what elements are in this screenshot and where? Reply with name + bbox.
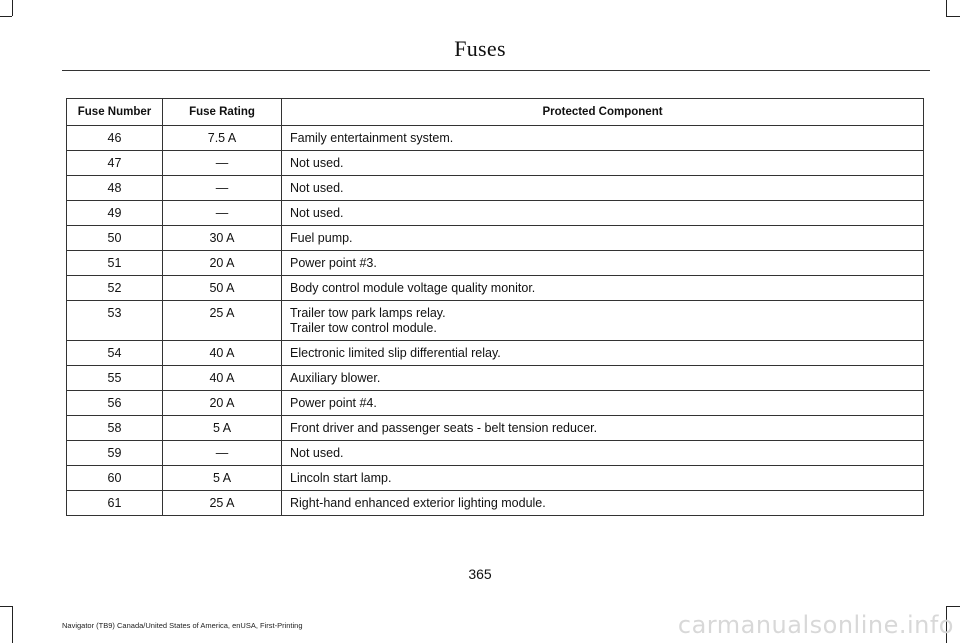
protected-component-cell — [282, 226, 924, 251]
table-row — [67, 441, 924, 466]
table-header-row — [67, 99, 924, 126]
fuse-rating-cell: 5 A — [163, 416, 282, 441]
fuse-number-cell: 48 — [67, 176, 163, 201]
fuse-rating-cell: 20 A — [163, 251, 282, 276]
protected-component-line: Not used. — [290, 206, 344, 220]
protected-component-line: Lincoln start lamp. — [290, 471, 392, 485]
table-row — [67, 126, 924, 151]
fuse-number-cell: 50 — [67, 226, 163, 251]
column-header-protected-component: Protected Component — [282, 99, 924, 126]
protected-component-cell — [282, 251, 924, 276]
edition-footer: Navigator (TB9) Canada/United States of America, enUSA, First-Printing — [62, 621, 303, 630]
protected-component-line: Family entertainment system. — [290, 131, 454, 145]
table-row — [67, 416, 924, 441]
protected-component-cell — [282, 176, 924, 201]
table-row — [67, 391, 924, 416]
table-row — [67, 276, 924, 301]
crop-mark — [946, 16, 960, 17]
fuse-rating-cell: — — [163, 201, 282, 226]
fuse-rating-cell: — — [163, 441, 282, 466]
crop-mark — [12, 0, 13, 16]
fuse-rating-cell: 7.5 A — [163, 126, 282, 151]
fuse-number-cell: 53 — [67, 301, 163, 341]
fuse-rating-cell: 20 A — [163, 391, 282, 416]
protected-component-line: Trailer tow park lamps relay. — [290, 306, 446, 320]
fuse-rating-cell: 5 A — [163, 466, 282, 491]
crop-mark — [946, 0, 947, 16]
protected-component-cell — [282, 126, 924, 151]
fuse-number-cell: 46 — [67, 126, 163, 151]
protected-component-cell — [282, 466, 924, 491]
column-header-fuse-number: Fuse Number — [67, 99, 163, 126]
fuse-number-cell: 61 — [67, 491, 163, 516]
protected-component-line: Front driver and passenger seats - belt tension reducer. — [290, 421, 598, 435]
fuse-table-body — [67, 126, 924, 516]
fuse-number-cell: 60 — [67, 466, 163, 491]
fuse-table — [66, 98, 924, 516]
table-row — [67, 366, 924, 391]
protected-component-cell — [282, 491, 924, 516]
table-row — [67, 491, 924, 516]
protected-component-cell — [282, 441, 924, 466]
fuse-number-cell: 52 — [67, 276, 163, 301]
fuse-rating-cell: 25 A — [163, 491, 282, 516]
protected-component-line: Right-hand enhanced exterior lighting module. — [290, 496, 546, 510]
fuse-rating-cell: — — [163, 151, 282, 176]
protected-component-cell — [282, 416, 924, 441]
protected-component-cell — [282, 301, 924, 341]
protected-component-line: Trailer tow control module. — [290, 321, 437, 335]
table-row — [67, 176, 924, 201]
table-row — [67, 226, 924, 251]
table-row — [67, 151, 924, 176]
table-row — [67, 341, 924, 366]
protected-component-line: Not used. — [290, 156, 344, 170]
crop-mark — [0, 606, 12, 607]
crop-mark — [12, 606, 13, 643]
fuse-rating-cell: — — [163, 176, 282, 201]
protected-component-line: Electronic limited slip differential relay. — [290, 346, 501, 360]
protected-component-line: Power point #4. — [290, 396, 377, 410]
table-row — [67, 301, 924, 341]
fuse-number-cell: 55 — [67, 366, 163, 391]
protected-component-line: Body control module voltage quality monitor. — [290, 281, 536, 295]
protected-component-cell — [282, 341, 924, 366]
table-row — [67, 251, 924, 276]
fuse-rating-cell: 30 A — [163, 226, 282, 251]
protected-component-line: Auxiliary blower. — [290, 371, 381, 385]
protected-component-cell — [282, 201, 924, 226]
title-divider — [62, 70, 930, 71]
fuse-number-cell: 54 — [67, 341, 163, 366]
fuse-rating-cell: 25 A — [163, 301, 282, 341]
protected-component-cell — [282, 366, 924, 391]
column-header-fuse-rating: Fuse Rating — [163, 99, 282, 126]
fuse-number-cell: 56 — [67, 391, 163, 416]
table-row — [67, 201, 924, 226]
fuse-number-cell: 49 — [67, 201, 163, 226]
fuse-number-cell: 47 — [67, 151, 163, 176]
protected-component-cell — [282, 151, 924, 176]
watermark: carmanualsonline.info — [677, 611, 954, 639]
fuse-rating-cell: 40 A — [163, 341, 282, 366]
protected-component-line: Fuel pump. — [290, 231, 353, 245]
protected-component-line: Power point #3. — [290, 256, 377, 270]
fuse-rating-cell: 40 A — [163, 366, 282, 391]
fuse-number-cell: 58 — [67, 416, 163, 441]
fuse-number-cell: 51 — [67, 251, 163, 276]
fuse-rating-cell: 50 A — [163, 276, 282, 301]
table-row — [67, 466, 924, 491]
protected-component-line: Not used. — [290, 181, 344, 195]
protected-component-cell — [282, 276, 924, 301]
page-title: Fuses — [454, 36, 506, 61]
page-number: 365 — [468, 566, 492, 582]
protected-component-line: Not used. — [290, 446, 344, 460]
crop-mark — [946, 606, 960, 607]
fuse-number-cell: 59 — [67, 441, 163, 466]
crop-mark — [0, 16, 12, 17]
protected-component-cell — [282, 391, 924, 416]
